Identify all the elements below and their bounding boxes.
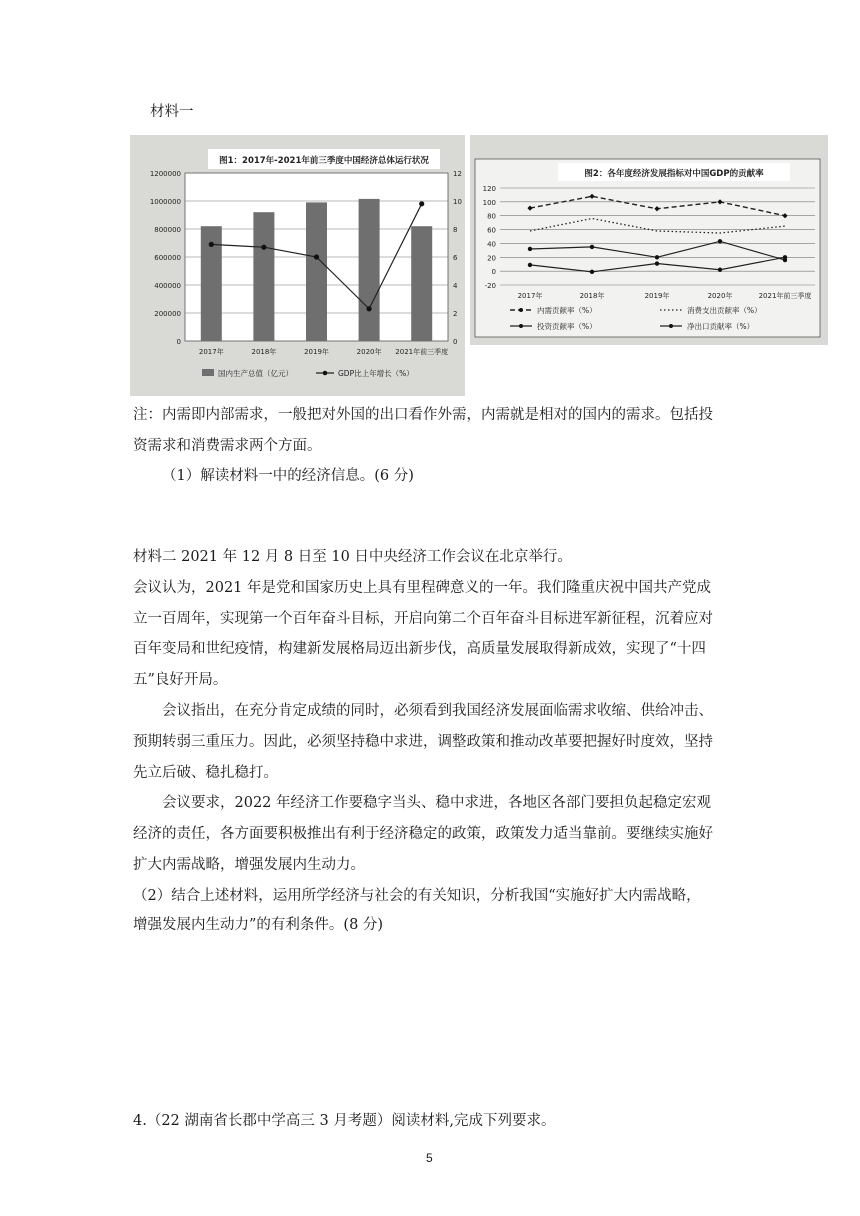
chart1-svg (130, 135, 465, 396)
x-tick-label: 2020年 (707, 292, 733, 300)
chart2-title: 图2：各年度经济发展指标对中国GDP的贡献率 (584, 169, 764, 179)
paragraph2-line: 预期转弱三重压力。因此，必须坚持稳中求进，调整政策和推动改革要把握好时度效，坚持 (133, 734, 713, 750)
growth-point (419, 201, 424, 206)
growth-point (261, 245, 266, 250)
y-tick-label: 100 (482, 198, 496, 207)
bar (359, 199, 380, 341)
legend-label: GDP比上年增长（%） (338, 369, 414, 378)
right-tick-label: 6 (453, 254, 458, 262)
legend-label: 净出口贡献率（%） (687, 322, 755, 331)
x-tick-label: 2019年 (644, 292, 670, 300)
legend-marker (669, 324, 673, 328)
series-point (590, 270, 594, 274)
series-point (528, 247, 532, 251)
left-tick-label: 1000000 (149, 198, 181, 206)
y-tick-label: 120 (482, 185, 496, 193)
series-point (528, 263, 532, 267)
page-number: 5 (426, 1151, 433, 1165)
x-tick-label: 2018年 (579, 292, 605, 300)
paragraph1-line: 五”良好开局。 (133, 672, 228, 688)
question-1: （1）解读材料一中的经济信息。(6 分) (162, 468, 414, 484)
left-tick-label: 200000 (154, 310, 181, 318)
bar (253, 212, 274, 341)
y-tick-label: 40 (487, 240, 496, 249)
legend-swatch-bar (202, 369, 214, 376)
left-tick-label: 1200000 (149, 170, 181, 178)
left-tick-label: 600000 (154, 254, 181, 262)
right-tick-label: 10 (453, 198, 462, 206)
series-point (655, 255, 659, 259)
question-2-line: 增强发展内生动力”的有利条件。(8 分) (133, 917, 384, 933)
left-tick-label: 400000 (154, 282, 181, 290)
right-tick-label: 2 (453, 310, 458, 318)
bar (411, 226, 432, 341)
legend-marker (519, 324, 523, 328)
left-tick-label: 0 (176, 338, 181, 346)
material2-heading: 材料二 2021 年 12 月 8 日至 10 日中央经济工作会议在北京举行。 (133, 549, 572, 565)
paragraph2-line: 先立后破、稳扎稳打。 (133, 765, 278, 781)
x-tick-label: 2018年 (251, 348, 277, 356)
legend-swatch-dot (323, 371, 328, 376)
material1-label: 材料一 (150, 104, 194, 120)
legend-label: 消费支出贡献率（%） (687, 306, 762, 315)
y-tick-label: 60 (487, 226, 496, 235)
right-tick-label: 8 (453, 226, 458, 234)
paragraph1-line: 立一百周年，实现第一个百年奋斗目标，开启向第二个百年奋斗目标进军新征程，沉着应对 (133, 611, 713, 627)
series-point (783, 255, 787, 259)
y-tick-label: 80 (487, 212, 496, 221)
right-tick-label: 12 (453, 170, 462, 178)
y-tick-label: -20 (484, 282, 496, 290)
growth-point (367, 306, 372, 311)
series-point (718, 239, 722, 243)
chart1-title: 图1：2017年-2021年前三季度中国经济总体运行状况 (219, 156, 429, 166)
series-point (590, 245, 594, 249)
paragraph1-line: 百年变局和世纪疫情，构建新发展格局迈出新步伐，高质量发展取得新成效，实现了“十四 (133, 641, 706, 657)
growth-point (314, 254, 319, 259)
left-tick-label: 800000 (154, 226, 181, 234)
x-tick-label: 2020年 (356, 348, 382, 356)
y-tick-label: 0 (491, 268, 496, 277)
bar (306, 202, 327, 341)
chart2-svg (470, 135, 828, 345)
legend-label: 投资贡献率（%） (537, 322, 597, 331)
right-tick-label: 0 (453, 338, 458, 346)
series-point (655, 261, 659, 265)
paragraph2-line: 会议指出，在充分肯定成绩的同时，必须看到我国经济发展面临需求收缩、供给冲击、 (162, 703, 713, 719)
legend-label: 国内生产总值（亿元） (218, 369, 293, 378)
chart2-image (470, 135, 828, 345)
paragraph3-line: 会议要求，2022 年经济工作要稳字当头、稳中求进，各地区各部门要担负起稳定宏观 (162, 795, 712, 811)
paragraph1-line: 会议认为，2021 年是党和国家历史上具有里程碑意义的一年。我们隆重庆祝中国共产党成 (133, 580, 712, 596)
x-tick-label: 2019年 (304, 348, 329, 356)
paragraph3-line: 经济的责任，各方面要积极推出有利于经济稳定的政策，政策发力适当靠前。要继续实施好 (133, 826, 713, 842)
note-line-2: 资需求和消费需求两个方面。 (133, 438, 322, 454)
right-tick-label: 4 (453, 282, 458, 290)
y-tick-label: 20 (487, 254, 496, 263)
x-tick-label: 2017年 (198, 348, 224, 356)
chart1-image (130, 135, 465, 396)
series-point (718, 268, 722, 272)
x-tick-label: 2021年前三季度 (395, 348, 449, 356)
question-4-heading: 4.（22 湖南省长郡中学高三 3 月考题）阅读材料,完成下列要求。 (133, 1113, 556, 1129)
paragraph3-line: 扩大内需战略，增强发展内生动力。 (133, 857, 365, 873)
legend-label: 内需贡献率（%） (537, 306, 597, 315)
growth-point (209, 242, 214, 247)
note-line-1: 注：内需即内部需求，一般把对外国的出口看作外需，内需就是相对的国内的需求。包括投 (133, 407, 713, 423)
question-2-line: （2）结合上述材料，运用所学经济与社会的有关知识，分析我国“实施好扩大内需战略， (133, 888, 701, 904)
x-tick-label: 2021年前三季度 (758, 292, 812, 300)
x-tick-label: 2017年 (517, 292, 543, 300)
legend-marker (519, 308, 523, 312)
